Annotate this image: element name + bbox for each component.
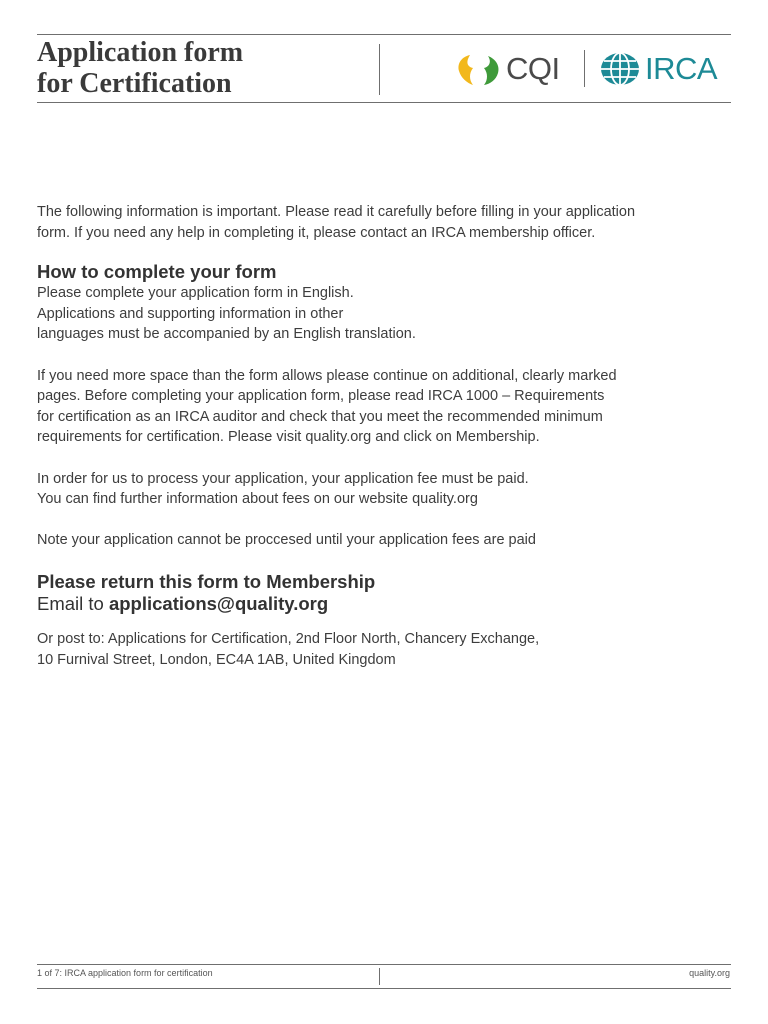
return-heading: Please return this form to Membership (37, 570, 376, 592)
main-content (37, 202, 727, 670)
text-line: for certification as an IRCA auditor and check that you meet the recommended minimum (37, 408, 603, 425)
cqi-yellow-leaf (458, 55, 473, 85)
footer-page-info: 1 of 7: IRCA application form for certification (37, 968, 213, 978)
text-line: Please complete your application form in English. (37, 285, 354, 302)
how-to-paragraph-2 (37, 366, 727, 448)
cqi-logo-icon (456, 53, 502, 87)
email-line (37, 593, 727, 615)
text-line: You can find further information about fees on our website quality.org (37, 491, 478, 508)
cqi-logo-text: CQI (506, 51, 560, 86)
text-line: In order for us to process your application, your application fee must be paid. (37, 470, 529, 487)
text-line: requirements for certification. Please visit quality.org and click on Membership. (37, 429, 540, 446)
footer-divider (379, 968, 380, 985)
cqi-green-leaf (484, 56, 499, 85)
text-line: If you need more space than the form allows please continue on additional, clearly marked (37, 367, 617, 384)
page-title (37, 37, 243, 99)
footer-bottom-rule (37, 988, 731, 989)
intro-paragraph (37, 202, 727, 243)
how-to-paragraph-3 (37, 469, 727, 510)
irca-globe-icon (600, 52, 640, 86)
text-line: Or post to: Applications for Certification, 2nd Floor North, Chancery Exchange, (37, 630, 540, 647)
text-line: pages. Before completing your application form, please read IRCA 1000 – Requirements (37, 388, 605, 405)
intro-line: form. If you need any help in completing it, please contact an IRCA membership officer. (37, 224, 596, 241)
header-bottom-rule (37, 102, 731, 103)
header-divider (379, 44, 380, 95)
email-address[interactable]: applications@quality.org (108, 592, 329, 614)
text-line: Applications and supporting information in other (37, 305, 344, 322)
how-to-paragraph-4: Note your application cannot be proccesed until your application fees are paid (37, 532, 536, 549)
text-line: 10 Furnival Street, London, EC4A 1AB, United Kingdom (37, 651, 396, 668)
footer-top-rule (37, 964, 731, 965)
post-address-paragraph (37, 629, 727, 670)
intro-line: The following information is important. Please read it carefully before filling in your application (37, 204, 636, 220)
page-title-line2: for Certification (37, 68, 232, 99)
email-prefix: Email to (37, 592, 109, 614)
header-top-rule (37, 34, 731, 35)
how-to-paragraph-1 (37, 283, 727, 345)
text-line: languages must be accompanied by an English translation. (37, 326, 416, 343)
logo-divider (584, 50, 585, 87)
irca-logo-text: IRCA (645, 51, 718, 86)
page-title-line1: Application form (37, 37, 244, 68)
how-to-heading: How to complete your form (37, 261, 277, 283)
footer-site: quality.org (689, 968, 730, 978)
